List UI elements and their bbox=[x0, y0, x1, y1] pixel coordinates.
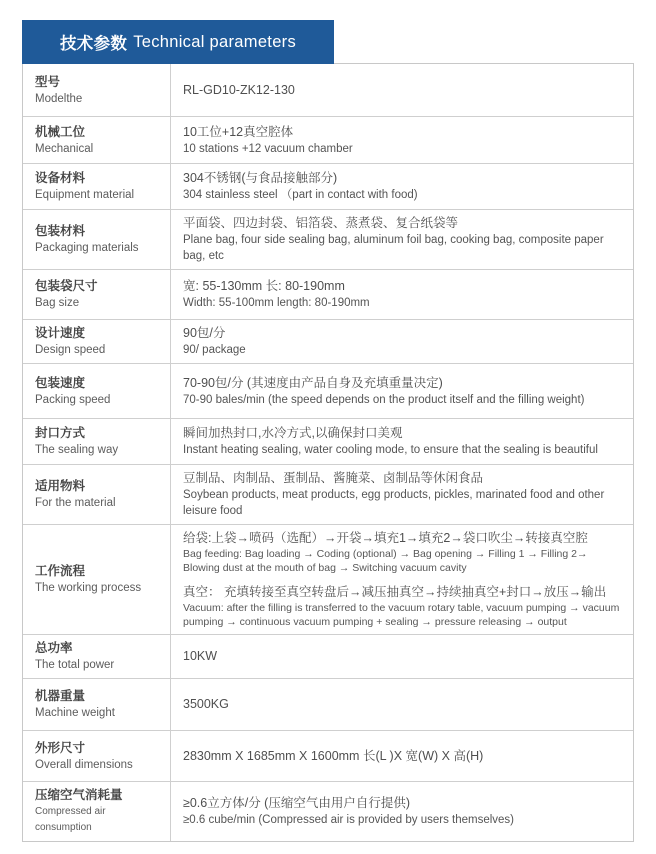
param-value-line: 304不锈钢(与食品接触部分) bbox=[183, 171, 338, 185]
param-value-line: 瞬间加热封口,水冷方式,以确保封口美观 bbox=[183, 426, 403, 440]
param-label-en: Design speed bbox=[35, 344, 106, 356]
param-value-cell bbox=[171, 364, 633, 418]
param-value-cell bbox=[171, 525, 633, 634]
table-row-packing-speed bbox=[23, 364, 633, 419]
param-label-zh: 包装材料 bbox=[35, 224, 86, 238]
section-title-banner bbox=[22, 20, 334, 64]
param-value-line: Width: 55-100mm length: 80-190mm bbox=[183, 297, 370, 309]
table-row-mechanical bbox=[23, 117, 633, 164]
param-value-line: 平面袋、四边封袋、铝箔袋、蒸煮袋、复合纸袋等 bbox=[183, 216, 459, 230]
param-label-zh: 适用物料 bbox=[35, 479, 86, 493]
param-value-line: 70-90 bales/min (the speed depends on the product itself and the filling weight) bbox=[183, 393, 585, 406]
param-value-line: 豆制品、肉制品、蛋制品、酱腌菜、卤制品等休闲食品 bbox=[183, 471, 484, 485]
param-label-cell bbox=[23, 270, 171, 319]
param-label-cell bbox=[23, 782, 171, 841]
param-value-line: 真空： 充填转接至真空转盘后→减压抽真空→持续抽真空+封口→放压→输出 bbox=[183, 585, 607, 599]
param-label-cell bbox=[23, 419, 171, 464]
param-label-zh: 压缩空气消耗量 bbox=[35, 788, 123, 802]
param-label-zh: 总功率 bbox=[35, 641, 73, 655]
param-label-en: Equipment material bbox=[35, 189, 135, 201]
param-value-cell bbox=[171, 270, 633, 319]
param-label-en: Bag size bbox=[35, 297, 80, 309]
param-label-en: Modelthe bbox=[35, 92, 83, 105]
param-value-cell bbox=[171, 731, 633, 781]
param-value-cell bbox=[171, 164, 633, 209]
table-row-compressed-air bbox=[23, 782, 633, 841]
table-row-working-process bbox=[23, 525, 633, 635]
param-label-zh: 设计速度 bbox=[35, 326, 86, 340]
param-label-en: Compressed air consumption bbox=[35, 806, 106, 833]
param-value-line: Soybean products, meat products, egg products, pickles, marinated food and other leisure food bbox=[183, 489, 605, 517]
table-row-overall-dimensions bbox=[23, 731, 633, 782]
param-label-zh: 包装袋尺寸 bbox=[35, 279, 98, 293]
table-row-machine-weight bbox=[23, 679, 633, 731]
table-row-equipment-material bbox=[23, 164, 633, 210]
param-value-line: Bag feeding: Bag loading → Coding (optional) → Bag opening → Filling 1 → Filling 2→ Blowing dust at the mouth of bag → Switching vacuum cavity bbox=[183, 548, 588, 574]
table-row-for-the-material bbox=[23, 465, 633, 525]
param-value-line: 90/ package bbox=[183, 344, 246, 356]
param-value-line: 70-90包/分 (其速度由产品自身及充填重量决定) bbox=[183, 375, 443, 390]
param-label-zh: 设备材料 bbox=[35, 171, 86, 185]
param-label-zh: 工作流程 bbox=[35, 564, 86, 578]
table-row-total-power bbox=[23, 635, 633, 679]
param-label-en: For the material bbox=[35, 497, 116, 509]
param-label-zh: 机器重量 bbox=[35, 689, 86, 703]
param-label-cell bbox=[23, 465, 171, 524]
table-row-sealing-way bbox=[23, 419, 633, 465]
technical-parameters-table bbox=[22, 63, 634, 842]
table-row-bag-size bbox=[23, 270, 633, 320]
param-value-cell bbox=[171, 635, 633, 678]
param-value-line: 90包/分 bbox=[183, 326, 226, 340]
param-label-cell bbox=[23, 64, 171, 116]
param-label-cell bbox=[23, 320, 171, 363]
param-label-en: The working process bbox=[35, 582, 142, 594]
param-value-cell bbox=[171, 210, 633, 269]
param-label-cell bbox=[23, 210, 171, 269]
param-value-cell bbox=[171, 679, 633, 730]
param-value-line: 10工位+12真空腔体 bbox=[183, 124, 294, 139]
param-label-zh: 包装速度 bbox=[35, 375, 86, 390]
param-label-zh: 机械工位 bbox=[35, 124, 86, 139]
param-label-en: Overall dimensions bbox=[35, 758, 133, 771]
param-value-cell bbox=[171, 320, 633, 363]
param-value-cell bbox=[171, 117, 633, 163]
section-title-zh: 技术参数 bbox=[59, 35, 128, 53]
param-label-en: Mechanical bbox=[35, 142, 94, 155]
param-label-zh: 封口方式 bbox=[35, 426, 86, 440]
param-value-cell bbox=[171, 465, 633, 524]
param-value-line: RL-GD10-ZK12-130 bbox=[183, 82, 295, 97]
spec-sheet-page bbox=[0, 20, 656, 854]
param-value-line: 304 stainless steel （part in contact with food) bbox=[183, 189, 418, 201]
param-value-cell bbox=[171, 419, 633, 464]
param-label-zh: 外形尺寸 bbox=[35, 740, 86, 755]
param-value-line: 宽: 55-130mm 长: 80-190mm bbox=[183, 279, 345, 293]
param-label-cell bbox=[23, 525, 171, 634]
table-row-model bbox=[23, 64, 633, 117]
param-value-line: 10KW bbox=[183, 649, 218, 663]
param-value-line: ≥0.6立方体/分 (压缩空气由用户自行提供) bbox=[183, 796, 411, 810]
param-value-line: Plane bag, four side sealing bag, aluminum foil bag, cooking bag, composite paper bag, etc bbox=[183, 234, 604, 262]
param-label-cell bbox=[23, 635, 171, 678]
param-label-cell bbox=[23, 164, 171, 209]
param-label-cell bbox=[23, 679, 171, 730]
table-row-packaging-materials bbox=[23, 210, 633, 270]
param-label-cell bbox=[23, 364, 171, 418]
param-label-cell bbox=[23, 117, 171, 163]
param-value-line: Vacuum: after the filling is transferred to the vacuum rotary table, vacuum pumping → vacuum pumping → continuous vacuum pumping + sealing → pressure releasing → output bbox=[183, 602, 620, 628]
section-title-en: Technical parameters bbox=[133, 32, 297, 51]
param-value-line: ≥0.6 cube/min (Compressed air is provided by users themselves) bbox=[183, 814, 515, 826]
param-value-line: 2830mm X 1685mm X 1600mm 长(L )X 宽(W) X 高(H) bbox=[183, 748, 484, 763]
param-label-en: Machine weight bbox=[35, 707, 115, 719]
table-row-design-speed bbox=[23, 320, 633, 364]
param-value-line: Instant heating sealing, water cooling mode, to ensure that the sealing is beautiful bbox=[183, 444, 598, 456]
param-value-cell bbox=[171, 64, 633, 116]
param-label-cell bbox=[23, 731, 171, 781]
param-label-en: The total power bbox=[35, 659, 115, 671]
param-value-line: 3500KG bbox=[183, 697, 229, 711]
param-label-en: The sealing way bbox=[35, 444, 119, 456]
param-value-line: 给袋:上袋→喷码（选配）→开袋→填充1→填充2→袋口吹尘→转接真空腔 bbox=[183, 531, 588, 545]
param-label-zh: 型号 bbox=[35, 74, 61, 89]
param-value-cell bbox=[171, 782, 633, 841]
param-value-line: 10 stations +12 vacuum chamber bbox=[183, 142, 353, 155]
param-label-en: Packing speed bbox=[35, 393, 111, 406]
param-label-en: Packaging materials bbox=[35, 242, 139, 254]
